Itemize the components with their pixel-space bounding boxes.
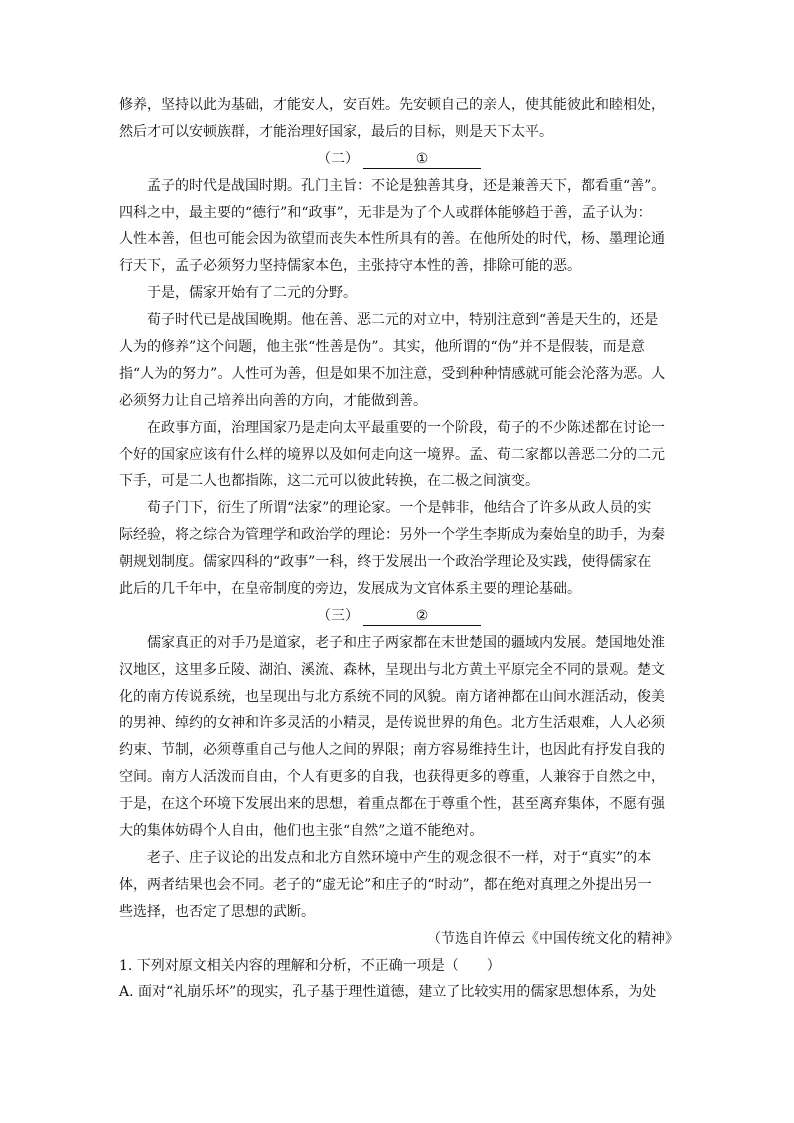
text-line: 指“人为的努力”。人性可为善，但是如果不加注意，受到种种情感就可能会沦落为恶。人 [119, 365, 666, 382]
text-line: 个好的国家应该有什么样的境界以及如何走向这一境界。孟、荀二家都以善恶二分的二元 [119, 446, 665, 463]
text-line: 此后的几千年中，在皇帝制度的旁边，发展成为文官体系主要的理论基础。 [119, 581, 581, 598]
paragraph [119, 630, 679, 845]
text-line: 朝规划制度。儒家四科的“政事”一科，终于发展出一个政治学理论及实践，使得儒家在 [119, 554, 652, 571]
text-line: 在政事方面，治理国家乃是走向太平最重要的一个阶段，荀子的不少陈述都在讨论一 [147, 419, 665, 436]
section-heading-3 [119, 603, 679, 630]
text-line: 荀子门下，衍生了所谓“法家”的理论家。一个是韩非，他结合了许多从政人员的实 [147, 500, 652, 517]
text-line: 大的集体妨碍个人自由，他们也主张“自然”之道不能绝对。 [119, 823, 484, 840]
text-line: 空间。南方人活泼而自由，个人有更多的自我，也获得更多的尊重，人兼容于自然之中， [119, 769, 665, 786]
text-line: 汉地区，这里多丘陵、湖泊、溪流、森林，呈现出与北方黄土平原完全不同的景观。楚文 [119, 661, 665, 678]
text-line: 四科之中，最主要的“德行”和“政事”，无非是为了个人或群体能够趋于善，孟子认为： [119, 204, 652, 221]
text-line: 儒家真正的对手乃是道家，老子和庄子两家都在末世楚国的疆域内发展。楚国地处淮 [147, 634, 665, 651]
text-line: 修养，坚持以此为基础，才能安人，安百姓。先安顿自己的亲人，使其能彼此和睦相处， [119, 97, 665, 113]
text-line: 于是，儒家开始有了二元的分野。 [147, 285, 357, 302]
section-label: （三） [317, 607, 359, 624]
fill-blank [363, 150, 481, 169]
paragraph [119, 173, 679, 281]
text-line: 行天下，孟子必须努力坚持儒家本色，主张持守本性的善，排除可能的恶。 [119, 258, 581, 275]
text-line: 然后才可以安顿族群，才能治理好国家，最后的目标，则是天下太平。 [119, 123, 553, 140]
paragraph [119, 495, 679, 603]
text-line: 荀子时代已是战国晚期。他在善、恶二元的对立中，特别注意到“善是天生的，还是 [147, 312, 659, 329]
text-line: 老子、庄子议论的出发点和北方自然环境中产生的观念很不一样，对于“真实”的本 [147, 849, 652, 866]
text-line: 必须努力让自己培养出向善的方向，才能做到善。 [119, 392, 427, 409]
text-line: 下手，可是二人也都指陈，这二元可以彼此转换，在二极之间演变。 [119, 473, 539, 490]
question-block [119, 953, 679, 1007]
text-line: 人性本善，但也可能会因为欲望而丧失本性所具有的善。在他所处的时代，杨、墨理论通 [119, 231, 665, 248]
text-line: 际经验，将之综合为管理学和政治学的理论：另外一个学生李斯成为秦始皇的助手，为秦 [119, 527, 665, 544]
text-line: 化的南方传说系统，也呈现出与北方系统不同的风貌。南方诸神都在山间水涯活动，俊美 [119, 688, 665, 705]
paragraph [119, 307, 679, 415]
blank-marker: ① [415, 150, 429, 167]
text-line: 于是，在这个环境下发展出来的思想，着重点都在于尊重个性，甚至离弃集体，不愿有强 [119, 796, 665, 813]
question-stem: 1. 下列对原文相关内容的理解和分析，不正确一项是（ ） [119, 957, 501, 974]
text-line: 人为的修养”这个问题，他主张“性善是伪”。其实，他所谓的“伪”并不是假装，而是意 [119, 339, 645, 356]
intro-paragraph [119, 92, 679, 146]
fill-blank [363, 607, 481, 626]
section-label: （二） [317, 150, 359, 167]
question-option-a: A. 面对“礼崩乐坏”的现实，孔子基于理性道德，建立了比较实用的儒家思想体系，为处 [119, 984, 657, 1001]
paragraph [119, 415, 679, 496]
blank-marker: ② [415, 607, 429, 624]
document-page [119, 92, 679, 1006]
text-line: 孟子的时代是战国时期。孔门主旨：不论是独善其身，还是兼善天下，都看重“善”。 [147, 177, 666, 194]
text-line: 的男神、绰约的女神和许多灵活的小精灵，是传说世界的角色。北方生活艰难，人人必须 [119, 715, 665, 732]
text-line: 体，两者结果也会不同。老子的“虚无论”和庄子的“时动”，都在绝对真理之外提出另一 [119, 876, 652, 893]
source-citation: （节选自许倬云《中国传统文化的精神》 [427, 930, 679, 947]
paragraph [119, 280, 679, 307]
section-heading-2 [119, 146, 679, 173]
text-line: 约束、节制，必须尊重自己与他人之间的界限；南方容易维持生计，也因此有抒发自我的 [119, 742, 665, 759]
paragraph [119, 845, 679, 926]
text-line: 些选择，也否定了思想的武断。 [119, 903, 315, 920]
